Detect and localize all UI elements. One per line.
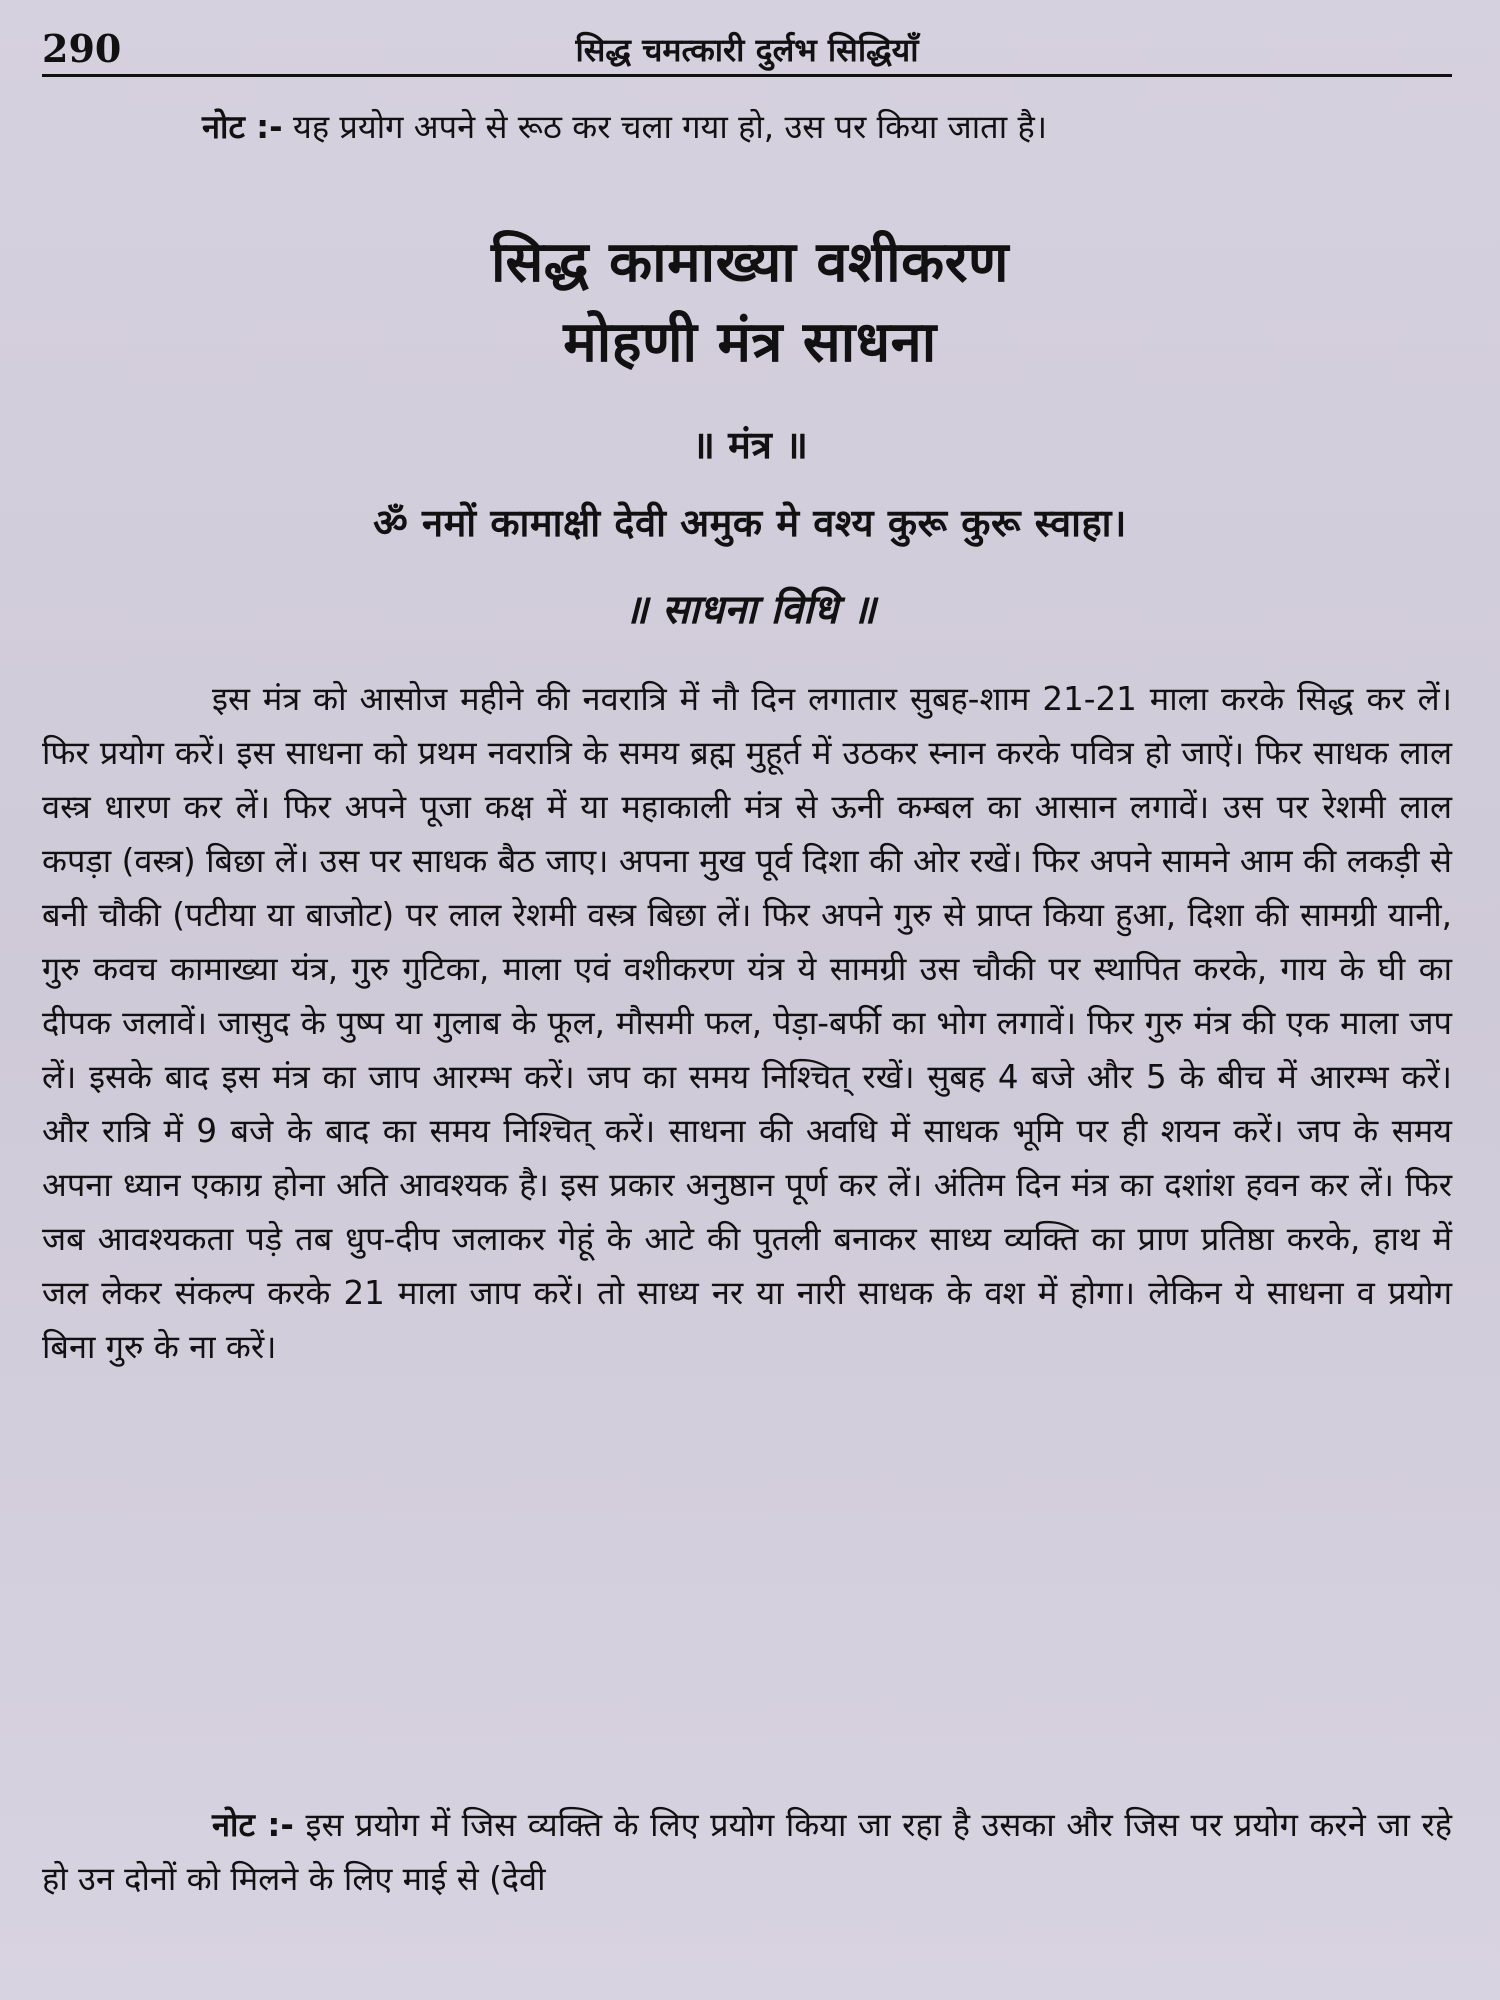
sadhana-vidhi-heading: ॥ साधना विधि ॥ — [624, 587, 876, 633]
note-bottom-label: नोट :- — [212, 1806, 294, 1844]
page-header — [42, 26, 1452, 77]
chapter-title-line-1: सिद्ध कामाख्या वशीकरण — [491, 230, 1009, 295]
note-top — [42, 100, 1452, 154]
mantra-text: ॐ नमों कामाक्षी देवी अमुक मे वश्य कुरू कुरू स्वाहा। — [373, 501, 1127, 545]
mantra-heading: ॥ मंत्र ॥ — [692, 423, 808, 467]
note-top-label: नोट :- — [202, 108, 283, 146]
note-bottom — [42, 1798, 1452, 1906]
page-number: 290 — [42, 26, 122, 71]
chapter-title-line-2: मोहणी मंत्र साधना — [563, 310, 937, 375]
sadhana-body: इस मंत्र को आसोज महीने की नवरात्रि में नौ दिन लगातार सुबह-शाम 21-21 माला करके सिद्ध कर लें। फिर प्रयोग करें। इस साधना को प्रथम नवरात्रि के समय ब्रह्म मुहूर्त में उठकर स्नान करके पवित्र हो जाऐं। फिर साधक लाल वस्त्र धारण कर लें। फिर अपने पूजा कक्ष में या महाकाली मंत्र से ऊनी कम्बल का आसान लगावें। उस पर रेशमी लाल कपड़ा (वस्त्र) बिछा लें। उस पर साधक बैठ जाए। अपना मुख पूर्व दिशा की ओर रखें। फिर अपने सामने आम की लकड़ी से बनी चौकी (पटीया या बाजोट) पर लाल रेशमी वस्त्र बिछा लें। फिर अपने गुरु से प्राप्त किया हुआ, दिशा की सामग्री यानी, गुरु कवच कामाख्या यंत्र, गुरु गुटिका, माला एवं वशीकरण यंत्र ये सामग्री उस चौकी पर स्थापित करके, गाय के घी का दीपक जलावें। जासुद के पुष्प या गुलाब के फूल, मौसमी फल, पेड़ा-बर्फी का भोग लगावें। फिर गुरु मंत्र की एक माला जप लें। इसके बाद इस मंत्र का जाप आरम्भ करें। जप का समय निश्चित् रखें। सुबह 4 बजे और 5 के बीच में आरम्भ करें। और रात्रि में 9 बजे के बाद का समय निश्चित् करें। साधना की अवधि में साधक भूमि पर ही शयन करें। जप के समय अपना ध्यान एकाग्र होना अति आवश्यक है। इस प्रकार अनुष्ठान पूर्ण कर लें। अंतिम दिन मंत्र का दशांश हवन कर लें। फिर जब आवश्यकता पड़े तब धुप-दीप जलाकर गेहूं के आटे की पुतली बनाकर साध्य व्यक्ति का प्राण प्रतिष्ठा करके, हाथ में जल लेकर संकल्प करके 21 माला जाप करें। तो साध्य नर या नारी साधक के वश में होगा। लेकिन ये साधना व प्रयोग बिना गुरु के ना करें। — [42, 680, 1452, 1366]
note-bottom-text: इस प्रयोग में जिस व्यक्ति के लिए प्रयोग किया जा रहा है उसका और जिस पर प्रयोग करने जा रहे हो उन दोनों को मिलने के लिए माई से (देवी — [42, 1806, 1452, 1898]
running-title: सिद्ध चमत्कारी दुर्लभ सिद्धियाँ — [575, 31, 919, 69]
note-top-text: यह प्रयोग अपने से रूठ कर चला गया हो, उस पर किया जाता है। — [292, 108, 1048, 146]
